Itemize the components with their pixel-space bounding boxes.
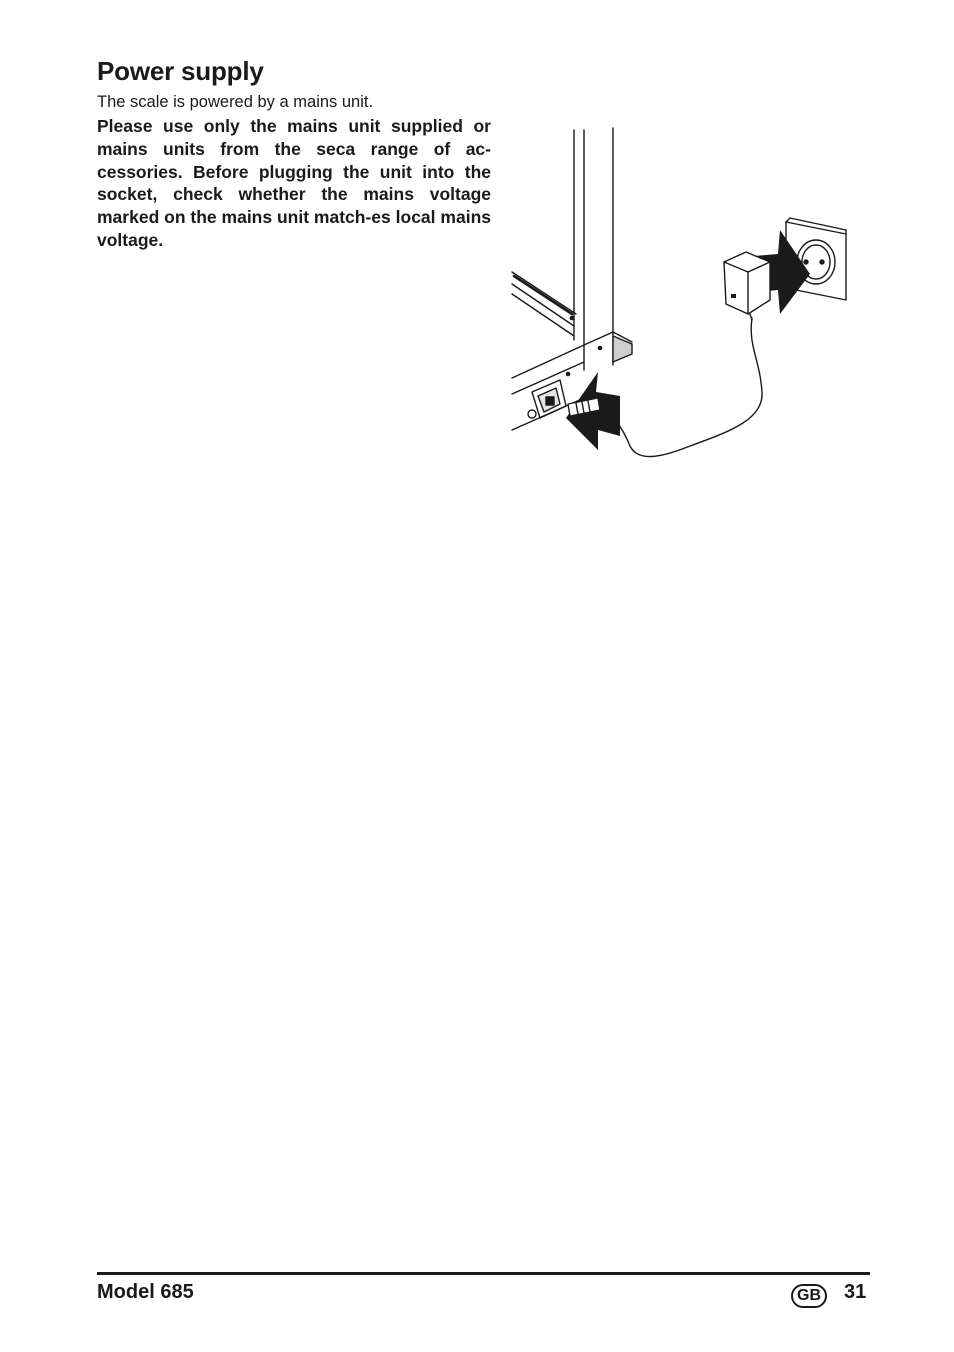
language-badge: GB <box>791 1284 827 1308</box>
footer-model-label: Model 685 <box>97 1281 194 1303</box>
power-supply-connection-illustration <box>508 124 853 464</box>
page-number: 31 <box>844 1281 867 1303</box>
intro-text: The scale is powered by a mains unit. <box>97 93 374 111</box>
warning-text: Please use only the mains unit supplied or mains units from the seca range of ac-cessories. Before plugging the unit into the socket, check whether the mains voltage marked on the mains unit match-es local mains voltage. <box>97 116 491 250</box>
power-cable-illustration <box>600 318 762 457</box>
scale-power-socket-illustration <box>528 372 570 418</box>
footer-divider <box>97 1272 870 1275</box>
scale-column-illustration <box>570 128 632 370</box>
page-title: Power supply <box>97 56 264 86</box>
